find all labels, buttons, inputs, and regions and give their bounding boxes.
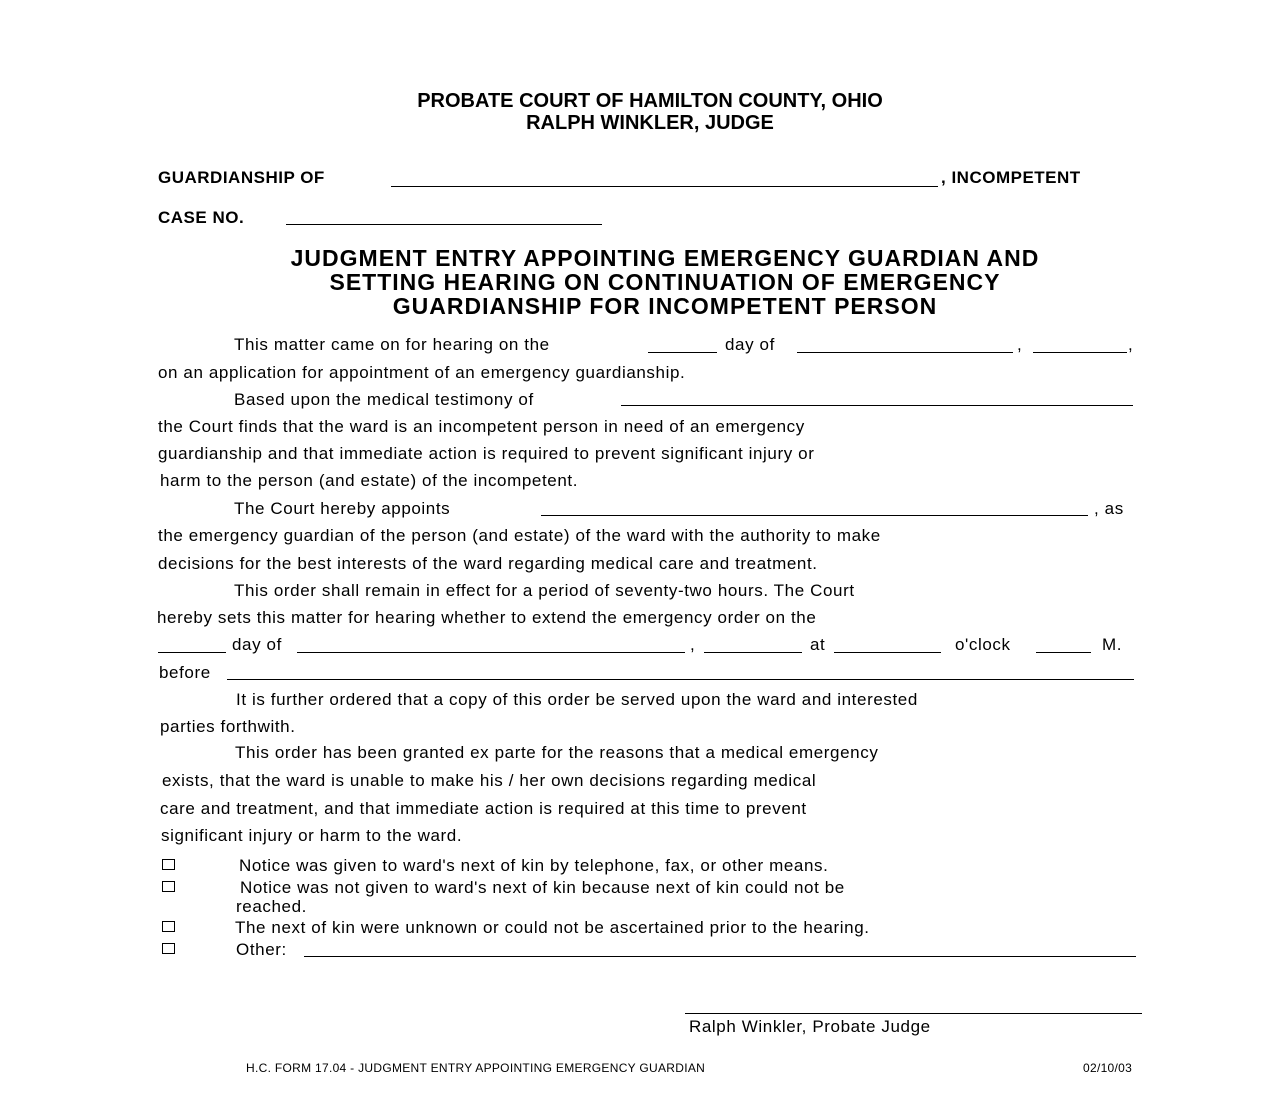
p4-comma: , bbox=[690, 635, 696, 654]
other-checkbox[interactable] bbox=[162, 943, 175, 954]
hearing-day-line[interactable] bbox=[648, 352, 717, 353]
title-line-3: GUARDIANSHIP FOR INCOMPETENT PERSON bbox=[392, 293, 938, 319]
extension-day-line[interactable] bbox=[158, 652, 226, 653]
kin-unknown-checkbox[interactable] bbox=[162, 921, 175, 932]
form-number: H.C. FORM 17.04 - JUDGMENT ENTRY APPOINTING EMERGENCY GUARDIAN bbox=[246, 1061, 706, 1075]
notice-not-given-label-cont: reached. bbox=[236, 897, 307, 916]
p1-text-a: This matter came on for hearing on the bbox=[234, 335, 550, 354]
medical-testimony-line[interactable] bbox=[621, 405, 1133, 406]
p4-before: before bbox=[159, 663, 211, 682]
p3-text-a: The Court hereby appoints bbox=[234, 499, 451, 518]
appointed-guardian-line[interactable] bbox=[541, 515, 1088, 516]
p6-line-4: significant injury or harm to the ward. bbox=[161, 826, 463, 845]
p1-text-b: day of bbox=[725, 335, 775, 354]
notice-not-given-checkbox[interactable] bbox=[162, 881, 175, 892]
p3-line-2: the emergency guardian of the person (and estate) of the ward with the authority to make bbox=[158, 526, 881, 545]
other-label: Other: bbox=[236, 940, 287, 959]
notice-not-given-label: Notice was not given to ward's next of kin because next of kin could not be bbox=[240, 878, 845, 897]
guardianship-of-label: GUARDIANSHIP OF bbox=[158, 168, 325, 187]
court-name: PROBATE COURT OF HAMILTON COUNTY, OHIO bbox=[417, 90, 883, 112]
p4-at: at bbox=[810, 635, 826, 654]
judge-name-header: RALPH WINKLER, JUDGE bbox=[526, 112, 774, 134]
notice-given-label: Notice was given to ward's next of kin by telephone, fax, or other means. bbox=[239, 856, 829, 875]
ward-name-line[interactable] bbox=[391, 186, 938, 187]
title-line-2: SETTING HEARING ON CONTINUATION OF EMERGENCY bbox=[329, 269, 1001, 295]
p5-line-1: It is further ordered that a copy of this order be served upon the ward and interested bbox=[236, 690, 918, 709]
form-date: 02/10/03 bbox=[1083, 1061, 1133, 1075]
am-pm-line[interactable] bbox=[1036, 652, 1091, 653]
case-no-line[interactable] bbox=[286, 224, 602, 225]
p1-line-2: on an application for appointment of an emergency guardianship. bbox=[158, 363, 686, 382]
hearing-month-line[interactable] bbox=[797, 352, 1013, 353]
hearing-year-line[interactable] bbox=[1033, 352, 1127, 353]
other-reason-line[interactable] bbox=[304, 956, 1136, 957]
p4-day-of: day of bbox=[232, 635, 282, 654]
p4-m: M. bbox=[1102, 635, 1123, 654]
extension-month-line[interactable] bbox=[297, 652, 685, 653]
p4-line-2: hereby sets this matter for hearing whether to extend the emergency order on the bbox=[157, 608, 817, 627]
p2-line-2: the Court finds that the ward is an incompetent person in need of an emergency bbox=[158, 417, 805, 436]
title-line-1: JUDGMENT ENTRY APPOINTING EMERGENCY GUARDIAN AND bbox=[290, 245, 1040, 271]
notice-given-checkbox[interactable] bbox=[162, 859, 175, 870]
p2-line-4: harm to the person (and estate) of the incompetent. bbox=[160, 471, 579, 490]
judge-signature-line[interactable] bbox=[685, 1013, 1142, 1014]
incompetent-label: , INCOMPETENT bbox=[941, 168, 1081, 187]
extension-year-line[interactable] bbox=[704, 652, 802, 653]
judge-signature-name: Ralph Winkler, Probate Judge bbox=[689, 1017, 931, 1036]
p4-oclock: o'clock bbox=[955, 635, 1011, 654]
p6-line-3: care and treatment, and that immediate action is required at this time to prevent bbox=[160, 799, 807, 818]
before-whom-line[interactable] bbox=[227, 679, 1134, 680]
p3-text-b: , as bbox=[1094, 499, 1124, 518]
p1-comma-1: , bbox=[1017, 335, 1023, 354]
kin-unknown-label: The next of kin were unknown or could not be ascertained prior to the hearing. bbox=[235, 918, 870, 937]
p2-line-3: guardianship and that immediate action is required to prevent significant injury or bbox=[158, 444, 815, 463]
p2-text-a: Based upon the medical testimony of bbox=[234, 390, 534, 409]
case-no-label: CASE NO. bbox=[158, 208, 245, 227]
p1-comma-2: , bbox=[1128, 335, 1134, 354]
extension-time-line[interactable] bbox=[834, 652, 941, 653]
p5-line-2: parties forthwith. bbox=[160, 717, 296, 736]
p6-line-1: This order has been granted ex parte for the reasons that a medical emergency bbox=[235, 743, 879, 762]
p3-line-3: decisions for the best interests of the ward regarding medical care and treatment. bbox=[158, 554, 818, 573]
p6-line-2: exists, that the ward is unable to make his / her own decisions regarding medical bbox=[162, 771, 817, 790]
p4-line-1: This order shall remain in effect for a period of seventy-two hours. The Court bbox=[234, 581, 855, 600]
